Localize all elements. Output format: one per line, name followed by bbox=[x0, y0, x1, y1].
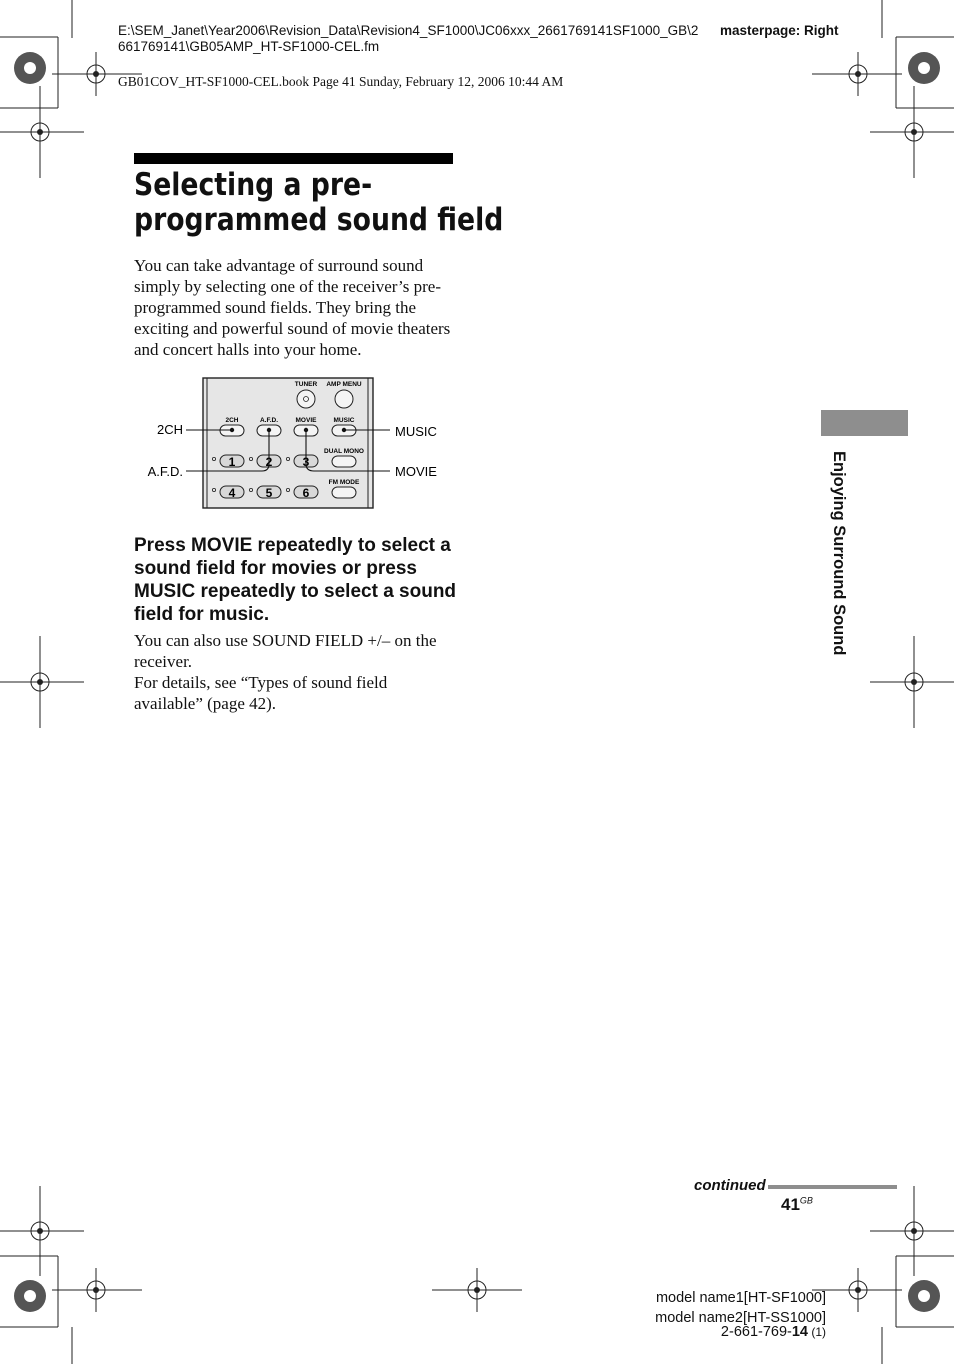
btn-2ch-label: 2CH bbox=[225, 417, 239, 424]
btn-music-label: MUSIC bbox=[333, 417, 355, 424]
num-6: 6 bbox=[302, 486, 310, 500]
step-heading-line: sound field for movies or press bbox=[134, 558, 417, 579]
num-2: 2 bbox=[265, 455, 273, 469]
page-title bbox=[134, 168, 503, 238]
model-name-2: model name2[HT-SS1000] bbox=[655, 1310, 826, 1326]
intro-line: programmed sound fields. They bring the bbox=[134, 298, 417, 317]
page-number-suffix: GB bbox=[799, 1195, 813, 1206]
part-number-suffix: (1) bbox=[808, 1325, 826, 1339]
button-fm-mode bbox=[332, 487, 356, 498]
tuner-label: TUNER bbox=[294, 381, 318, 388]
part-number bbox=[721, 1324, 826, 1341]
dot-music bbox=[342, 428, 346, 432]
step-heading bbox=[134, 534, 464, 626]
page-title-line2: programmed sound field bbox=[134, 202, 504, 238]
step-body-line: You can also use SOUND FIELD +/– on the bbox=[134, 631, 437, 650]
tuner-button bbox=[297, 390, 315, 408]
btn-afd-label: A.F.D. bbox=[259, 417, 279, 424]
dual-mono-label: DUAL MONO bbox=[324, 448, 364, 455]
header-file-path bbox=[118, 23, 698, 55]
dot-afd bbox=[267, 428, 271, 432]
part-number-bold: 14 bbox=[791, 1324, 808, 1340]
num-5: 5 bbox=[265, 486, 273, 500]
continued-label: continued bbox=[694, 1177, 766, 1194]
page-title-line1: Selecting a pre- bbox=[134, 167, 373, 203]
fm-mode-label: FM MODE bbox=[328, 479, 360, 486]
dot-2ch bbox=[230, 428, 234, 432]
num-4: 4 bbox=[228, 486, 236, 500]
intro-line: exciting and powerful sound of movie theaters bbox=[134, 319, 451, 338]
step-body bbox=[134, 630, 464, 714]
btn-movie-label: MOVIE bbox=[295, 417, 317, 424]
intro-line: simply by selecting one of the receiver’s pre- bbox=[134, 277, 441, 296]
callout-music: MUSIC bbox=[395, 424, 437, 439]
header-path-line2: 661769141\GB05AMP_HT-SF1000-CEL.fm bbox=[118, 39, 380, 54]
intro-paragraph bbox=[134, 255, 464, 360]
header-book-info: GB01COV_HT-SF1000-CEL.book Page 41 Sunday, February 12, 2006 10:44 AM bbox=[118, 74, 564, 89]
page-number bbox=[781, 1195, 813, 1215]
callout-2ch: 2CH bbox=[156, 422, 183, 437]
callout-movie: MOVIE bbox=[395, 464, 437, 479]
step-heading-line: field for music. bbox=[134, 604, 270, 625]
step-heading-line: Press MOVIE repeatedly to select a bbox=[134, 535, 451, 556]
button-dual-mono bbox=[332, 456, 356, 467]
remote-illustration bbox=[140, 374, 450, 514]
title-rule bbox=[134, 153, 453, 164]
page-number-value: 41 bbox=[781, 1195, 800, 1214]
chapter-label: Enjoying Surround Sound bbox=[830, 451, 848, 656]
model-info bbox=[655, 1290, 826, 1327]
amp-menu-label: AMP MENU bbox=[326, 381, 362, 388]
step-body-line: For details, see “Types of sound field bbox=[134, 673, 388, 692]
intro-line: and concert halls into your home. bbox=[134, 340, 362, 359]
num-3: 3 bbox=[302, 455, 310, 469]
dot-movie bbox=[304, 428, 308, 432]
chapter-tab bbox=[821, 410, 908, 436]
step-body-line: available” (page 42). bbox=[134, 694, 277, 713]
header-path-line1: E:\SEM_Janet\Year2006\Revision_Data\Revision4_SF1000\JC06xxx_2661769141SF1000_GB\2 bbox=[118, 23, 699, 38]
intro-line: You can take advantage of surround sound bbox=[134, 256, 424, 275]
model-name-1: model name1[HT-SF1000] bbox=[655, 1290, 826, 1306]
continued-rule bbox=[768, 1185, 897, 1189]
header-masterpage: masterpage: Right bbox=[720, 23, 839, 38]
amp-menu-button bbox=[335, 390, 353, 408]
part-number-prefix: 2-661-769- bbox=[720, 1324, 792, 1340]
step-heading-line: MUSIC repeatedly to select a sound bbox=[134, 581, 457, 602]
num-1: 1 bbox=[228, 455, 236, 469]
callout-afd: A.F.D. bbox=[147, 464, 183, 479]
step-body-line: receiver. bbox=[134, 652, 193, 671]
